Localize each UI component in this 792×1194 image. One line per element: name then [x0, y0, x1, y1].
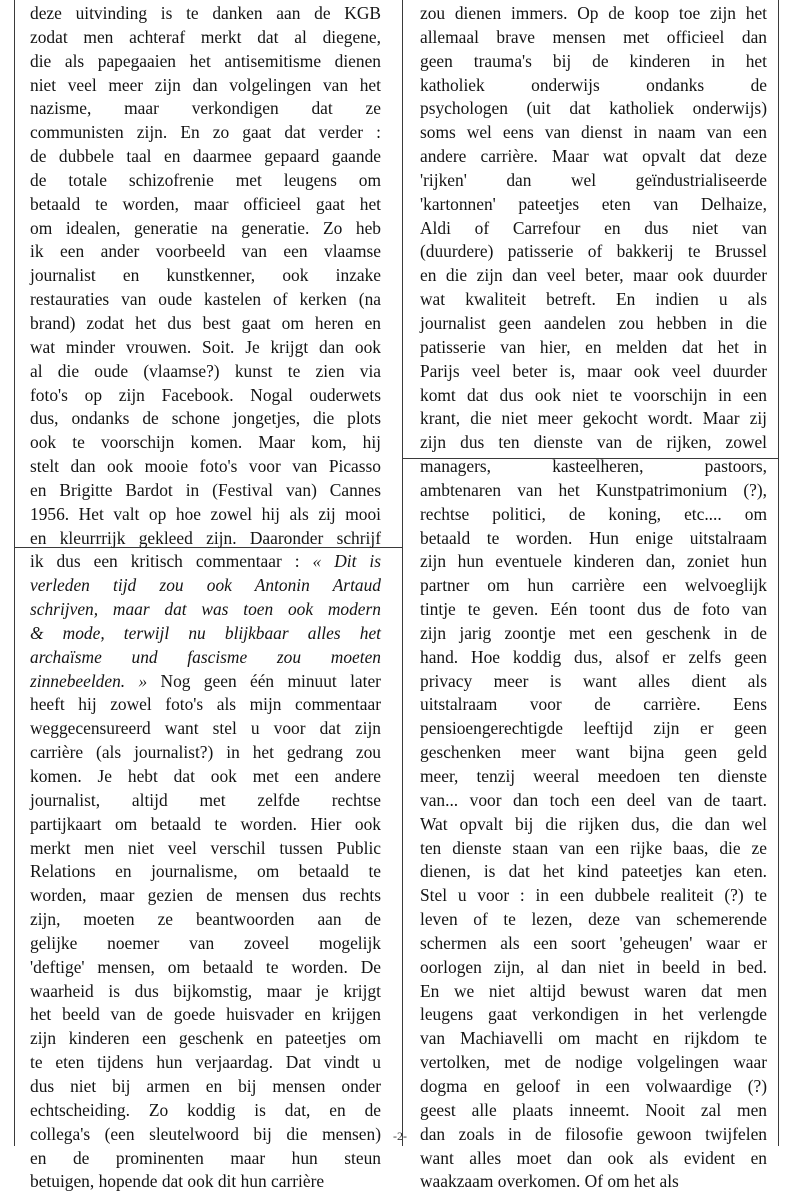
- text-line: [30, 1170, 381, 1194]
- text-line: [420, 693, 767, 717]
- text-line: [30, 860, 381, 884]
- text-line: [420, 717, 767, 741]
- text-run: merkt men niet veel verschil tussen Public: [30, 837, 381, 858]
- text-run: van... voor dan toch een deel van de taart.: [420, 789, 767, 810]
- text-line: [420, 217, 767, 241]
- text-line: [30, 1051, 381, 1075]
- text-line: [30, 312, 381, 336]
- text-line: [420, 74, 767, 98]
- text-line: [420, 455, 767, 479]
- text-run: de totale schizofrenie met leugens om: [30, 169, 381, 190]
- text-run: uitstalraam voor de carrière. Eens: [420, 694, 767, 715]
- left-border-rule: [14, 0, 15, 1146]
- text-line: [30, 74, 381, 98]
- page-number: -2-: [393, 1129, 407, 1143]
- column-divider-rule: [402, 0, 403, 1146]
- text-run: niet veel meer zijn dan volgelingen van het: [30, 74, 381, 95]
- text-line: [420, 932, 767, 956]
- text-run: Nog geen één minuut later: [147, 670, 381, 691]
- text-line: [420, 288, 767, 312]
- text-line: [30, 193, 381, 217]
- text-line: [420, 622, 767, 646]
- text-run: worden, maar gezien de mensen dus rechts: [30, 885, 381, 906]
- text-run: wat minder vrouwen. Soit. Je krijgt dan ook: [30, 336, 381, 357]
- text-run: ik een ander voorbeeld van een vlaamse: [30, 241, 381, 262]
- text-run: 'kartonnen' pateetjes eten van Delhaize,: [420, 193, 767, 214]
- italic-text: zinnebeelden. »: [30, 670, 148, 691]
- text-line: [30, 527, 381, 551]
- text-line: [30, 121, 381, 145]
- text-run: komt dat dus ook niet te voorschijn in een: [420, 384, 767, 405]
- text-line: [420, 1147, 767, 1171]
- text-run: andere carrière. Maar wat opvalt dat deze: [420, 146, 767, 167]
- text-line: [30, 97, 381, 121]
- text-run: en de prominenten maar hun steun: [30, 1147, 381, 1168]
- text-run: 'rijken' dan wel geïndustrialiseerde: [420, 169, 767, 190]
- text-line: [420, 765, 767, 789]
- text-line: [420, 503, 767, 527]
- text-line: [420, 837, 767, 861]
- text-run: (duurdere) patisserie of bakkerij te Brussel: [420, 241, 767, 262]
- text-run: zijn dus ten dienste van de rijken, zowel: [420, 432, 767, 453]
- text-line: [420, 670, 767, 694]
- text-line: [420, 527, 767, 551]
- text-run: leugens gaat verkondigen in het verlengde: [420, 1004, 767, 1025]
- text-line: [420, 26, 767, 50]
- text-line: [420, 980, 767, 1004]
- italic-text: « Dit is: [312, 551, 381, 572]
- text-line: [30, 336, 381, 360]
- text-run: Stel u voor : in een dubbele realiteit (?) te: [420, 885, 767, 906]
- text-line: [420, 97, 767, 121]
- text-line: [30, 1027, 381, 1051]
- text-line: [420, 574, 767, 598]
- text-line: [30, 837, 381, 861]
- text-line: [30, 789, 381, 813]
- text-run: ambtenaren van het Kunstpatrimonium (?),: [420, 479, 767, 500]
- text-run: geest alle plaats inneemt. Nooit zal men: [420, 1099, 767, 1120]
- text-run: want alles moet dan ook als evident en: [420, 1147, 767, 1168]
- text-run: partner om hun carrière een welvoeglijk: [420, 575, 767, 596]
- text-line: [30, 2, 381, 26]
- text-run: deze uitvinding is te danken aan de KGB: [30, 3, 381, 23]
- text-run: Aldi of Carrefour en dus niet van: [420, 217, 767, 238]
- text-line: [420, 431, 767, 455]
- text-run: hand. Hoe koddig dus, alsof er zelfs geen: [420, 646, 767, 667]
- text-line: [420, 813, 767, 837]
- text-line: [420, 908, 767, 932]
- text-line: [420, 407, 767, 431]
- text-line: [30, 384, 381, 408]
- text-line: [30, 288, 381, 312]
- text-run: de dubbele taal en daarmee gepaard gaande: [30, 146, 381, 167]
- text-run: echtscheiding. Zo koddig is dat, en de: [30, 1099, 381, 1120]
- text-line: [420, 1075, 767, 1099]
- text-line: [420, 598, 767, 622]
- text-run: zou dienen immers. Op de koop toe zijn het: [420, 3, 767, 23]
- text-line: [420, 193, 767, 217]
- text-run: betuigen, hopende dat ook dit hun carrière: [30, 1171, 325, 1192]
- text-run: pensioengerechtigde leeftijd zijn er geen: [420, 718, 767, 739]
- text-run: restauraties van oude kastelen of kerken (na: [30, 289, 381, 310]
- text-line: [30, 622, 381, 646]
- text-run: patisserie van hier, en melden dat het in: [420, 336, 767, 357]
- text-run: ik dus een kritisch commentaar :: [30, 551, 313, 572]
- text-run: betaald te worden, maar officieel gaat het: [30, 193, 381, 214]
- text-run: al die oude (vlaamse?) kunst te zien via: [30, 360, 381, 381]
- text-run: dus niet bij armen en bij mensen onder: [30, 1075, 381, 1096]
- text-run: brand) zodat het dus best gaat om heren en: [30, 312, 381, 333]
- text-run: gelijke noemer van zoveel mogelijk: [30, 932, 381, 953]
- text-line: [30, 360, 381, 384]
- text-run: het beeld van de goede huisvader en krijgen: [30, 1004, 381, 1025]
- text-run: En we niet altijd bewust waren dat men: [420, 980, 767, 1001]
- text-line: [420, 479, 767, 503]
- text-run: schermen als een soort 'geheugen' waar er: [420, 932, 767, 953]
- text-line: [30, 717, 381, 741]
- text-run: en Brigitte Bardot in (Festival van) Cannes: [30, 479, 381, 500]
- italic-text: schrijven, maar dat was toen ook modern: [30, 599, 381, 620]
- text-line: [30, 765, 381, 789]
- text-line: [420, 1051, 767, 1075]
- text-run: die als papegaaien het antisemitisme dienen: [30, 50, 381, 71]
- text-run: waarheid is dus bijkomstig, maar je krijgt: [30, 980, 381, 1001]
- text-line: [30, 574, 381, 598]
- text-run: betaald te worden. Hun enige uitstalraam: [420, 527, 767, 548]
- text-line: [420, 264, 767, 288]
- right-border-rule: [778, 0, 779, 1146]
- text-run: zijn jarig zoontje met een geschenk in de: [420, 622, 767, 643]
- text-run: dogma en geloof in een volwaardige (?): [420, 1075, 767, 1096]
- text-run: soms wel eens van dienst in naam van een: [420, 122, 767, 143]
- text-run: leven of te lezen, deze van schemerende: [420, 909, 767, 930]
- text-run: meer, tenzij weeral meedoen ten dienste: [420, 766, 767, 786]
- text-line: [420, 121, 767, 145]
- text-run: ook te voorschijn komen. Maar kom, hij: [30, 432, 381, 453]
- text-line: [420, 336, 767, 360]
- text-run: Wat opvalt bij die rijken dus, die dan wel: [420, 813, 767, 834]
- text-line: [30, 479, 381, 503]
- text-line: [420, 360, 767, 384]
- text-line: [30, 813, 381, 837]
- text-run: krant, die niet meer gekocht wordt. Maar zij: [420, 408, 767, 429]
- text-line: [30, 693, 381, 717]
- left-text-column: [30, 2, 381, 1194]
- text-line: [30, 1123, 381, 1147]
- text-run: oorlogen zijn, al dan niet in beeld in bed.: [420, 956, 767, 977]
- text-line: [420, 789, 767, 813]
- text-line: [420, 1123, 767, 1147]
- text-line: [30, 264, 381, 288]
- text-run: journalist en kunstkenner, ook inzake: [30, 265, 381, 286]
- italic-text: archaïsme und fascisme zou moeten: [30, 646, 381, 667]
- text-run: zijn hun eventuele kinderen dan, zoniet hun: [420, 551, 767, 572]
- text-line: [420, 2, 767, 26]
- text-line: [420, 1170, 767, 1194]
- text-run: managers, kasteelheren, pastoors,: [420, 456, 767, 477]
- text-line: [420, 956, 767, 980]
- text-run: heeft hij zowel foto's als mijn commentaar: [30, 694, 381, 715]
- text-run: psychologen (uit dat katholiek onderwijs): [420, 98, 767, 119]
- text-run: en kleurrrijk gekleed zijn. Daaronder schrijf: [30, 527, 381, 548]
- text-line: [30, 884, 381, 908]
- text-run: dan zoals in de filosofie gewoon twijfelen: [420, 1123, 767, 1144]
- text-line: [420, 50, 767, 74]
- text-line: [30, 932, 381, 956]
- text-line: [30, 1075, 381, 1099]
- text-line: [420, 646, 767, 670]
- italic-text: & mode, terwijl nu blijkbaar alles het: [30, 622, 381, 643]
- text-run: waakzaam overkomen. Of om het als: [420, 1171, 679, 1192]
- text-line: [30, 956, 381, 980]
- text-line: [30, 1099, 381, 1123]
- text-run: stelt dan ook mooie foto's voor van Picasso: [30, 456, 381, 477]
- text-run: komen. Je hebt dat ook met een andere: [30, 766, 381, 786]
- text-run: 'deftige' mensen, om betaald te worden. De: [30, 956, 381, 977]
- text-line: [420, 1027, 767, 1051]
- text-run: communisten zijn. En zo gaat dat verder :: [30, 122, 381, 143]
- text-line: [420, 312, 767, 336]
- text-line: [420, 1003, 767, 1027]
- text-line: [420, 240, 767, 264]
- text-run: zodat men achteraf merkt dat al diegene,: [30, 26, 381, 47]
- text-run: 1956. Het valt op hoe zowel hij als zij mooi: [30, 503, 381, 524]
- text-run: weggecensureerd want stel u voor dat zijn: [30, 718, 381, 739]
- text-run: Relations en journalisme, om betaald te: [30, 861, 381, 882]
- text-run: collega's (een sleutelwoord bij die mensen): [30, 1123, 381, 1144]
- text-run: allemaal brave mensen met officieel dan: [420, 26, 767, 47]
- text-line: [420, 384, 767, 408]
- text-run: ten dienste staan van een rijke baas, die ze: [420, 837, 767, 858]
- italic-text: verleden tijd zou ook Antonin Artaud: [30, 575, 381, 596]
- text-line: [420, 169, 767, 193]
- right-text-column: [420, 2, 767, 1194]
- text-run: privacy meer is want alles dient als: [420, 670, 767, 691]
- text-run: carrière (als journalist?) in het gedrang zou: [30, 742, 381, 763]
- text-run: om idealen, generatie na generatie. Zo heb: [30, 217, 381, 238]
- text-line: [30, 670, 381, 694]
- text-line: [30, 598, 381, 622]
- text-line: [30, 169, 381, 193]
- text-line: [30, 431, 381, 455]
- text-run: geschenken meer want bijna geen geld: [420, 742, 767, 763]
- text-run: dus, ondanks de schone jongetjes, die plots: [30, 408, 381, 429]
- text-line: [420, 884, 767, 908]
- text-line: [30, 741, 381, 765]
- text-line: [30, 50, 381, 74]
- text-line: [30, 550, 381, 574]
- text-line: [30, 145, 381, 169]
- text-run: dienen, is dat het kind pateetjes kan eten.: [420, 861, 767, 882]
- text-run: wat kwaliteit betreft. En indien u als: [420, 289, 767, 310]
- text-line: [30, 455, 381, 479]
- text-line: [420, 145, 767, 169]
- text-line: [420, 860, 767, 884]
- text-line: [420, 1099, 767, 1123]
- text-run: tintje te geven. Eén toont dus de foto van: [420, 599, 767, 620]
- text-run: nazisme, maar verkondigen dat ze: [30, 98, 381, 119]
- text-line: [420, 550, 767, 574]
- text-line: [30, 646, 381, 670]
- text-line: [30, 217, 381, 241]
- text-run: Parijs veel beter is, maar ook veel duurder: [420, 360, 767, 381]
- text-run: rechtse politici, de koning, etc.... om: [420, 503, 767, 524]
- text-run: journalist geen aandelen zou hebben in die: [420, 312, 767, 333]
- text-run: van Machiavelli om macht en rijkdom te: [420, 1028, 767, 1049]
- text-line: [30, 240, 381, 264]
- text-run: en die zijn dan veel beter, maar ook duurder: [420, 265, 767, 286]
- text-line: [30, 1003, 381, 1027]
- text-run: zijn, moeten ze beantwoorden aan de: [30, 909, 381, 930]
- text-line: [30, 407, 381, 431]
- text-line: [30, 26, 381, 50]
- text-run: te eten tijdens hun verjaardag. Dat vindt u: [30, 1052, 381, 1073]
- text-line: [30, 1147, 381, 1171]
- text-line: [30, 980, 381, 1004]
- text-run: journalist, altijd met zelfde rechtse: [30, 789, 381, 810]
- text-run: katholiek onderwijs ondanks de: [420, 74, 767, 95]
- text-line: [420, 741, 767, 765]
- text-line: [30, 503, 381, 527]
- text-run: partijkaart om betaald te worden. Hier ook: [30, 813, 381, 834]
- text-run: foto's op zijn Facebook. Nogal ouderwets: [30, 384, 381, 405]
- text-run: geen trauma's bij de kinderen in het: [420, 50, 767, 71]
- text-run: zijn kinderen een geschenk en pateetjes om: [30, 1028, 381, 1049]
- text-line: [30, 908, 381, 932]
- text-run: vertolken, met de nodige volgelingen waar: [420, 1052, 767, 1073]
